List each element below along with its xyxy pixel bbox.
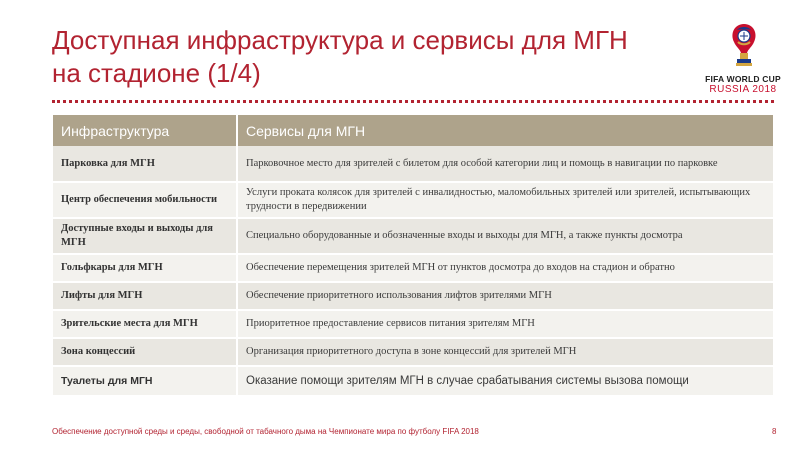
table-row <box>53 366 774 396</box>
column-header-services: Сервисы для МГН <box>237 115 774 146</box>
table-row <box>53 338 774 366</box>
column-header-infrastructure: Инфраструктура <box>53 115 237 146</box>
title-divider <box>52 100 774 103</box>
infrastructure-cell: Лифты для МГН <box>53 282 237 310</box>
service-cell: Организация приоритетного доступа в зоне концессий для зрителей МГН <box>237 338 774 366</box>
infrastructure-table <box>53 115 775 397</box>
table-row <box>53 282 774 310</box>
table-row <box>53 310 774 338</box>
service-cell: Специально оборудованные и обозначенные входы и выходы для МГН, а также пункты досмотра <box>237 218 774 254</box>
table-row <box>53 254 774 282</box>
infrastructure-cell: Парковка для МГН <box>53 146 237 182</box>
service-cell: Услуги проката колясок для зрителей с инвалидностью, маломобильных зрителей или зрителей, испытывающих трудности в передвижении <box>237 182 774 218</box>
table-row <box>53 218 774 254</box>
page-number: 8 <box>772 427 777 436</box>
logo-text-russia: RUSSIA 2018 <box>709 84 777 95</box>
infrastructure-cell: Туалеты для МГН <box>53 366 237 396</box>
service-cell: Обеспечение приоритетного использования лифтов зрителями МГН <box>237 282 774 310</box>
trophy-emblem-icon <box>726 20 762 70</box>
title-line-1: Доступная инфраструктура и сервисы для МГН <box>52 25 628 55</box>
logo-text-fifa: FIFA WORLD CUP <box>705 74 781 84</box>
infrastructure-cell: Зрительские места для МГН <box>53 310 237 338</box>
infrastructure-cell: Центр обеспечения мобильности <box>53 182 237 218</box>
table-row <box>53 182 774 218</box>
infrastructure-cell: Гольфкары для МГН <box>53 254 237 282</box>
title-line-2: на стадионе (1/4) <box>52 58 261 88</box>
infrastructure-cell: Зона концессий <box>53 338 237 366</box>
footer-text: Обеспечение доступной среды и среды, свободной от табачного дыма на Чемпионате мира по футболу FIFA 2018 <box>52 427 479 436</box>
service-cell: Обеспечение перемещения зрителей МГН от пунктов досмотра до входов на стадион и обратно <box>237 254 774 282</box>
page-title <box>52 24 628 90</box>
infrastructure-cell: Доступные входы и выходы для МГН <box>53 218 237 254</box>
service-cell: Оказание помощи зрителям МГН в случае срабатывания системы вызова помощи <box>237 366 774 396</box>
fifa-world-cup-logo <box>700 20 786 98</box>
service-cell: Парковочное место для зрителей с билетом для особой категории лиц и помощь в навигации по парковке <box>237 146 774 182</box>
service-cell: Приоритетное предоставление сервисов питания зрителям МГН <box>237 310 774 338</box>
table-header-row <box>53 115 774 146</box>
table-row <box>53 146 774 182</box>
